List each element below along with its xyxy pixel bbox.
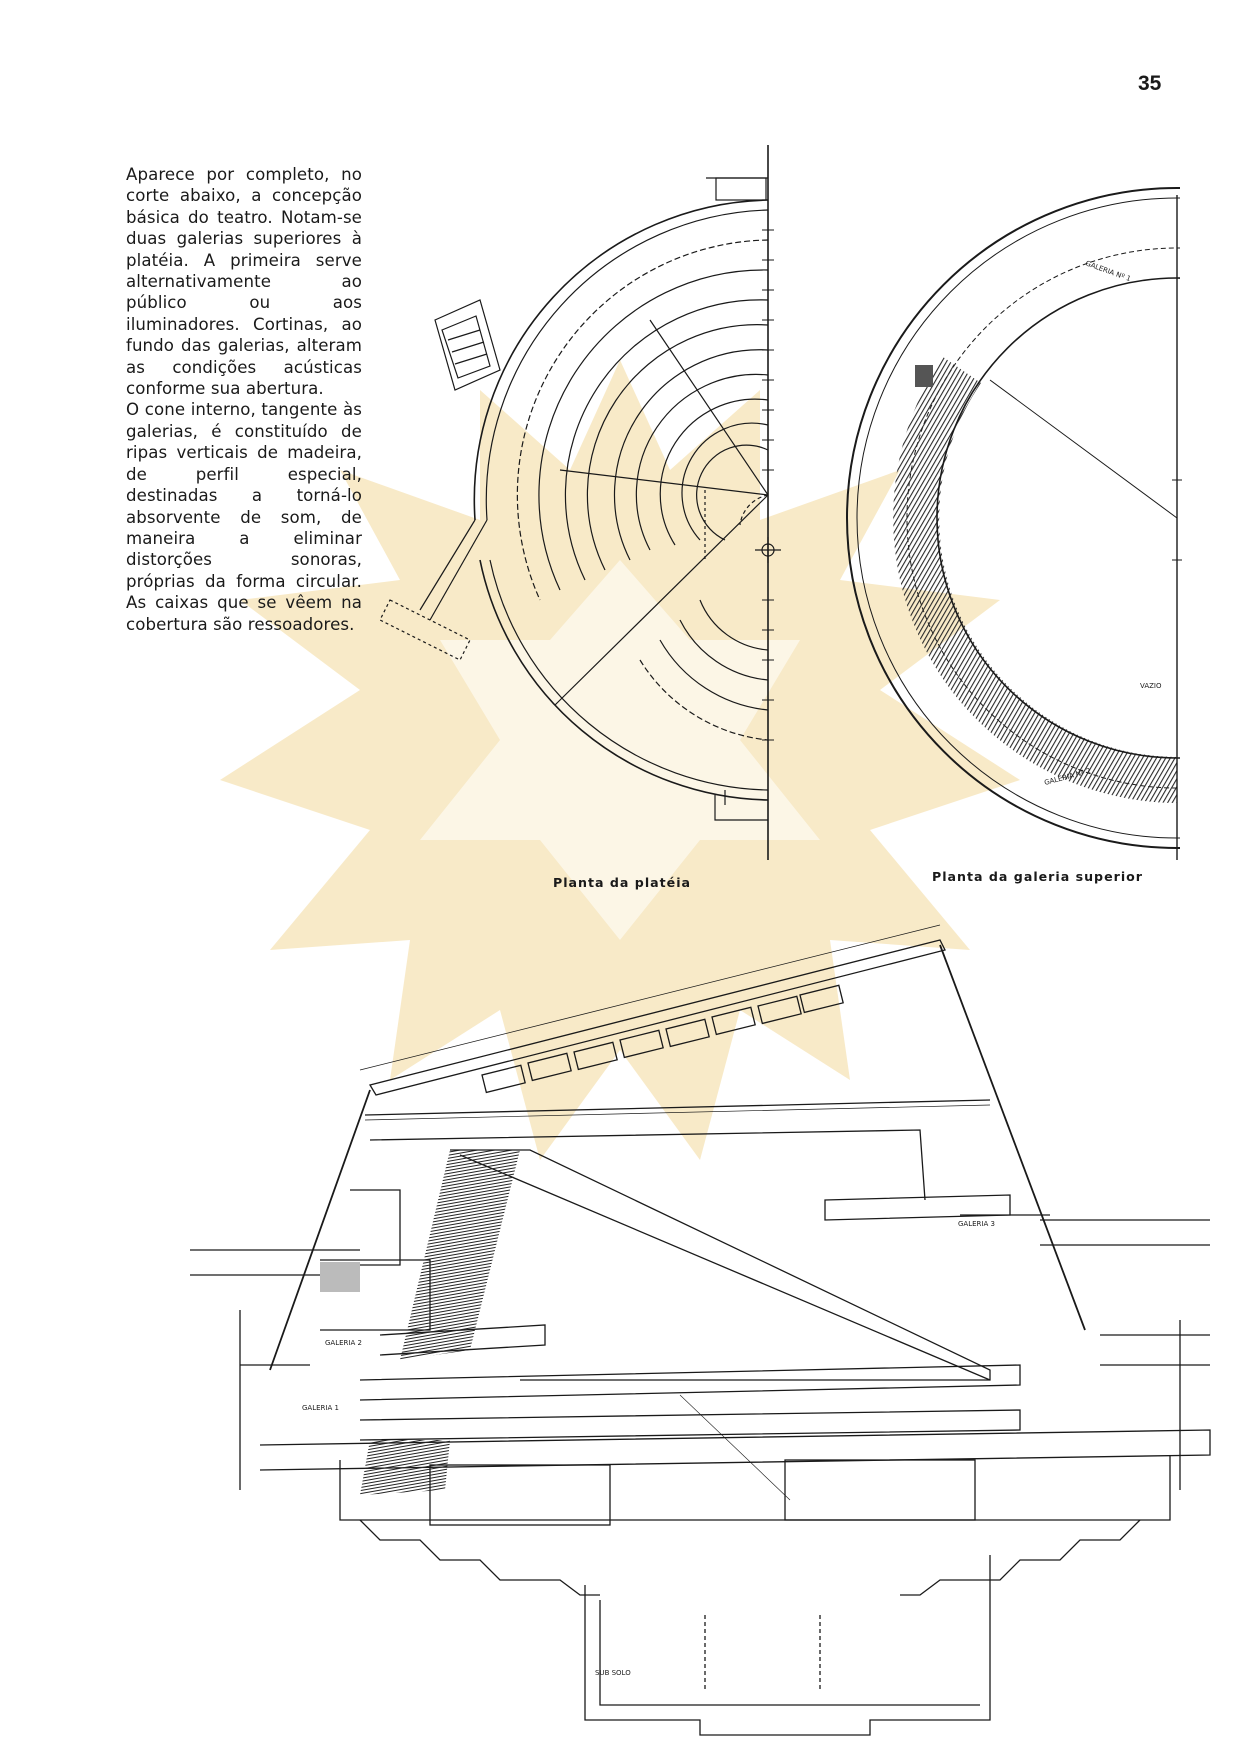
body-paragraph-2: O cone interno, tangente às galerias, é constituído de ripas verticais de madeira, de perfil especial, destinadas a torná-lo absorvente de som, de maneira a eliminar distorções sonoras, próprias da forma circular. As caixas que se vêem na cobertura são ressoadores.: [126, 400, 362, 634]
label-vazio: VAZIO: [1140, 682, 1162, 690]
page-number: 35: [1138, 72, 1162, 95]
label-galeria-n1: GALERIA Nº 1: [1084, 259, 1132, 284]
caption-plan-platea: Planta da platéia: [553, 875, 692, 890]
label-galeria-2: GALERIA 2: [325, 1339, 362, 1347]
caption-plan-gallery: Planta da galeria superior: [932, 869, 1144, 884]
label-galeria-3: GALERIA 3: [958, 1220, 995, 1228]
label-galeria-n2: GALERIA Nº 2: [1043, 766, 1092, 787]
body-paragraph-1: Aparece por completo, no corte abaixo, a concepção básica do teatro. Notam-se duas galerias superiores à platéia. A primeira serve alternativamente ao público ou aos iluminadores. Cortinas, ao fundo das galerias, alteram as condições acústicas conforme sua abertura.: [126, 165, 362, 399]
label-sub-solo: SUB SOLO: [595, 1669, 631, 1677]
label-galeria-1: GALERIA 1: [302, 1404, 339, 1412]
